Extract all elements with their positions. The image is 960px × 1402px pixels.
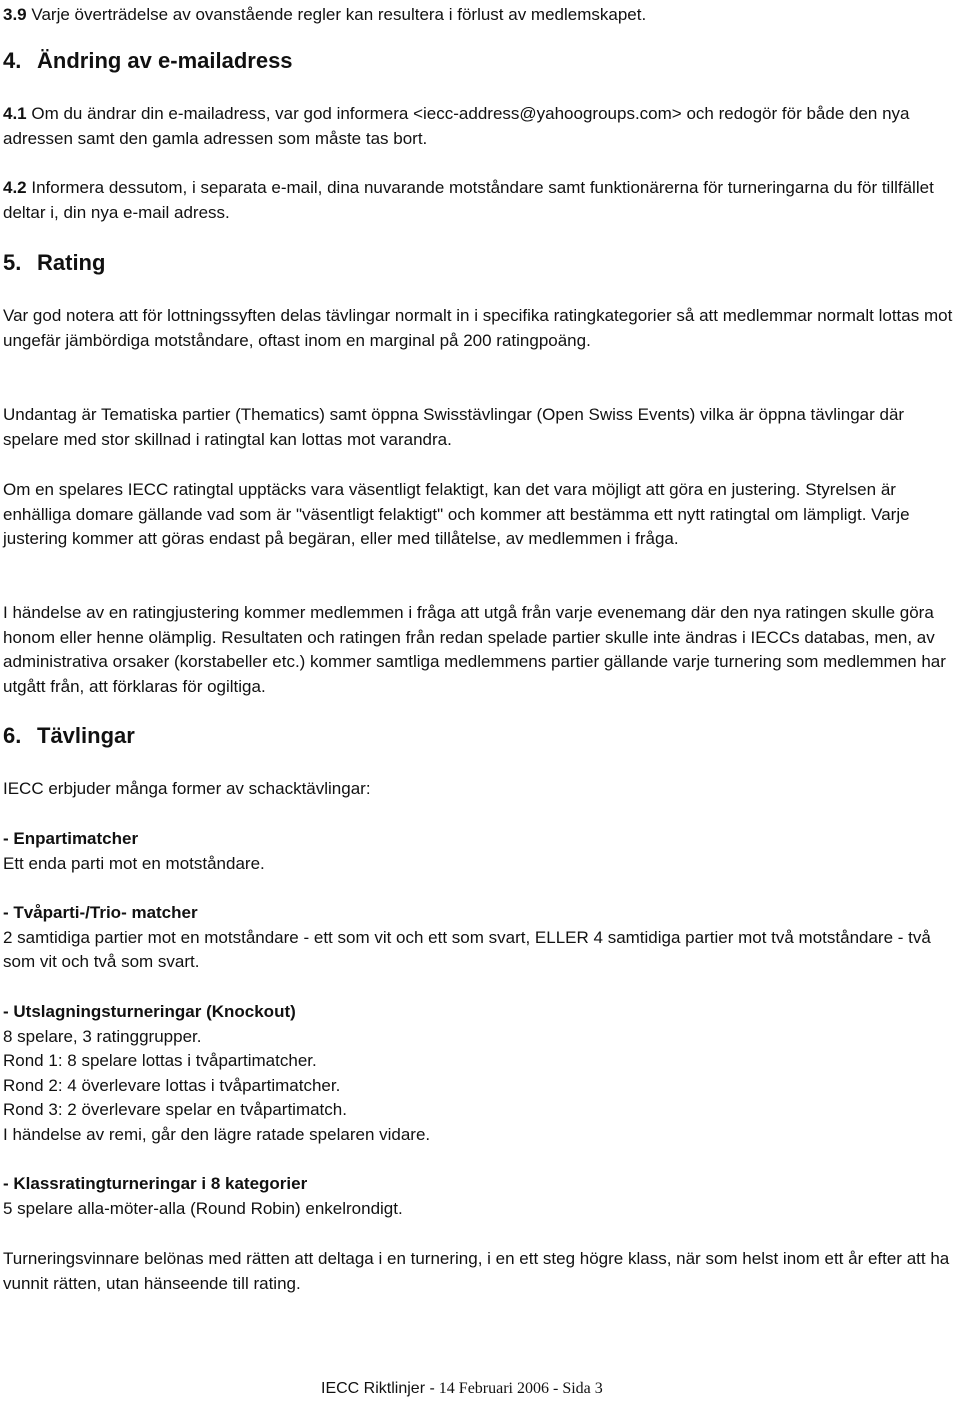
enparti-title: - Enpartimatcher — [3, 829, 139, 848]
section-5-heading — [3, 249, 105, 277]
heading-number: 4. — [3, 48, 22, 73]
knockout-title: - Utslagningsturneringar (Knockout) — [3, 1002, 296, 1021]
rating-paragraph-4: I händelse av en ratingjustering kommer medlemmen i fråga att utgå från varje evenemang där den nya ratingen skulle göra honom eller henne olämplig. Resultaten och ratingen från redan spelade partier skulle inte ändras i IECCs databas, men, av administrativa orsaker (korstabeller etc.) kommer samtliga medlemmens partier gällande varje turnering som medlemmen har utgått från, att förklaras för ogiltiga. — [3, 603, 946, 696]
tvaparti-block — [3, 901, 955, 975]
competitions-intro: IECC erbjuder många former av schacktävlingar: — [3, 779, 371, 798]
section-text: Varje överträdelse av ovanstående regler kan resultera i förlust av medlemskapet. — [31, 5, 647, 24]
klass-block — [3, 1172, 955, 1221]
knockout-line: 8 spelare, 3 ratinggrupper. — [3, 1026, 202, 1046]
knockout-line: Rond 2: 4 överlevare lottas i tvåpartimatcher. — [3, 1075, 341, 1095]
page-footer — [321, 1378, 603, 1400]
enparti-block — [3, 827, 955, 876]
heading-number: 6. — [3, 723, 22, 748]
heading-title: Tävlingar — [37, 723, 135, 748]
knockout-line: Rond 1: 8 spelare lottas i tvåpartimatcher. — [3, 1051, 317, 1070]
footer-prefix: IECC Riktlinjer - — [321, 1380, 435, 1397]
section-number: 3.9 — [3, 5, 27, 24]
section-6-heading — [3, 722, 135, 750]
tvaparti-text: 2 samtidiga partier mot en motståndare - ett som vit och ett som svart, ELLER 4 samtidiga partier mot två motståndare - två som vit och två som svart. — [3, 927, 931, 971]
klass-text: 5 spelare alla-möter-alla (Round Robin) enkelrondigt. — [3, 1198, 403, 1218]
rating-paragraph-3: Om en spelares IECC ratingtal upptäcks vara väsentligt felaktigt, kan det vara möjligt att göra en justering. Styrelsen är enhälliga domare gällande vad som är "väsentligt felaktigt" och kommer att bestämma ett nytt ratingtal om lämpligt. Varje justering kommer att göras endast på begäran, eller med tillåtelse, av medlemmen i fråga. — [3, 480, 910, 548]
paragraph-4-2 — [3, 176, 955, 225]
paragraph-number: 4.1 — [3, 104, 27, 123]
knockout-line: I händelse av remi, går den lägre ratade spelaren vidare. — [3, 1124, 431, 1144]
knockout-block — [3, 1000, 955, 1147]
rating-paragraph-1: Var god notera att för lottningssyften delas tävlingar normalt in i specifika ratingkategorier så att medlemmar normalt lottas mot ungefär jämbördiga motståndare, oftast inom en marginal på 200 ratingpoäng. — [3, 306, 953, 350]
klass-title: - Klassratingturneringar i 8 kategorier — [3, 1174, 308, 1193]
heading-title: Rating — [37, 250, 106, 275]
paragraph-4-1 — [3, 102, 955, 151]
competitions-closing: Turneringsvinnare belönas med rätten att deltaga i en turnering, i en ett steg högre klass, när som helst inom ett år efter att ha vunnit rätten, utan hänseende till rating. — [3, 1249, 950, 1293]
section-3-9 — [3, 3, 955, 28]
knockout-line: Rond 3: 2 överlevare spelar en tvåpartimatch. — [3, 1100, 347, 1119]
section-4-heading — [3, 47, 293, 75]
rating-paragraph-2: Undantag är Tematiska partier (Thematics) samt öppna Swisstävlingar (Open Swiss Events) vilka är öppna tävlingar där spelare med stor skillnad i ratingtal kan lottas mot varandra. — [3, 405, 905, 449]
heading-number: 5. — [3, 250, 22, 275]
paragraph-number: 4.2 — [3, 178, 27, 197]
heading-title: Ändring av e-mailadress — [37, 48, 293, 73]
footer-date-page: 14 Februari 2006 - Sida 3 — [434, 1380, 603, 1397]
tvaparti-title: - Tvåparti-/Trio- matcher — [3, 903, 198, 922]
paragraph-text: Om du ändrar din e-mailadress, var god informera <iecc-address@yahoogroups.com> och redogör för både den nya adressen samt den gamla adressen som måste tas bort. — [3, 104, 910, 148]
paragraph-text: Informera dessutom, i separata e-mail, dina nuvarande motståndare samt funktionärerna för turneringarna du för tillfället deltar i, din nya e-mail adress. — [3, 178, 934, 222]
enparti-text: Ett enda parti mot en motståndare. — [3, 853, 265, 873]
